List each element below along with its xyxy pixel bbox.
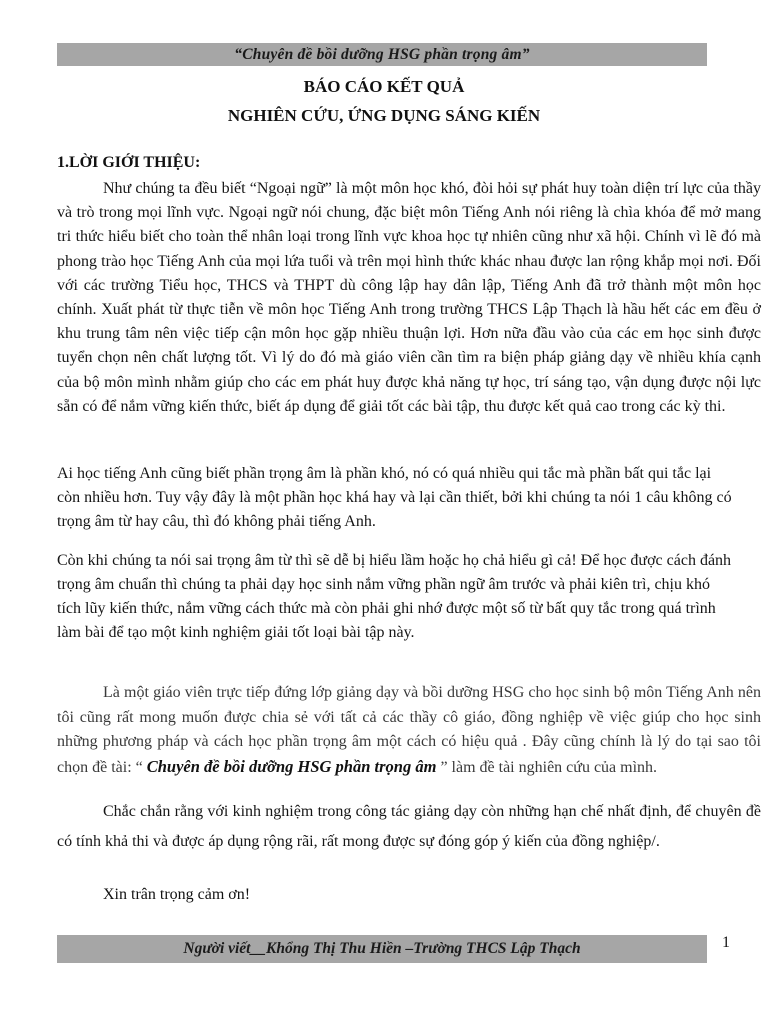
footer-author: Người viết__Khổng Thị Thu Hiền –Trường THCS Lập Thạch — [183, 940, 581, 957]
page-number: 1 — [722, 934, 730, 951]
paragraph-5: Chắc chắn rằng với kinh nghiệm trong công tác giảng dạy còn những hạn chế nhất định, để chuyên đề có tính khả thi và được áp dụng rộng rãi, rất mong được sự đóng góp ý kiến của đồng nghiệp/. — [57, 803, 761, 850]
paragraph-4-intro: Là một giáo viên trực tiếp đứng lớp giảng dạy và bồi dưỡng HSG cho học sinh bộ môn Tiếng Anh nên tôi cũng rất mong muốn được chia sẻ với tất cả các thầy cô giáo, đồng nghiệp về việc giúp cho học sinh những phương pháp và cách học phần trọng âm một cách có hiệu quả . Đây cũng chính là lý do tại sao tôi chọn đề tài: “ — [57, 684, 761, 776]
paragraph-3: Còn khi chúng ta nói sai trọng âm từ thì sẽ dễ bị hiểu lầm hoặc họ chả hiểu gì cả! Để học được cách đánh trọng âm chuẩn thì chúng ta phải dạy học sinh nắm vững phần ngữ âm trước và phải kiên trì, chịu khó tích lũy kiến thức, nắm vững cách thức mà còn phải ghi nhớ được một số từ bất quy tắc trong quá trình làm bài để tạo một kinh nghiệm giải tốt loại bài tập này. — [57, 552, 732, 641]
section-heading: 1.LỜI GIỚI THIỆU: — [57, 154, 201, 171]
paragraph-1: Như chúng ta đều biết “Ngoại ngữ” là một môn học khó, đòi hỏi sự phát huy toàn diện trí lực của thầy và trò trong mọi lĩnh vực. Ngoại ngữ nói chung, đặc biệt môn Tiếng Anh nói riêng là chìa khóa để mở mang tri thức hiểu biết cho toàn thể nhân loại trong lĩnh vực khoa học tự nhiên cũng như xã hội. Chính vì lẽ đó mà phong trào học Tiếng Anh của mọi lứa tuổi và trên mọi hình thức khác nhau được lan rộng khắp mọi nơi. Đối với các trường Tiểu học, THCS và THPT dù công lập hay dân lập, Tiếng Anh đã trở thành một môn học chính. Xuất phát từ thực tiễn về môn học Tiếng Anh trong trường THCS Lập Thạch là hầu hết các em đều ở khu trung tâm nên việc tiếp cận môn học gặp nhiều thuận lợi. Hơn nữa đầu vào của các em học sinh được tuyển chọn nên chất lượng tốt. Vì lý do đó mà giáo viên cần tìm ra biện pháp giảng dạy về nhiều khía cạnh của bộ môn mình nhằm giúp cho các em phát huy được khả năng tự học, trí sáng tạo, vận dụng được nội lực sẵn có để nắm vững kiến thức, biết áp dụng để giải tốt các bài tập, thu được kết quả cao trong các kỳ thi. — [57, 180, 761, 415]
header-text: “Chuyên đề bồi dưỡng HSG phần trọng âm” — [234, 45, 530, 63]
page-header — [57, 43, 707, 66]
page-footer — [57, 935, 707, 963]
document-title-line2: NGHIÊN CỨU, ỨNG DỤNG SÁNG KIẾN — [227, 106, 541, 125]
paragraph-2: Ai học tiếng Anh cũng biết phần trọng âm là phần khó, nó có quá nhiều qui tắc mà phần bất qui tắc lại còn nhiều hơn. Tuy vậy đây là một phần học khá hay và lại cần thiết, bởi khi chúng ta nói 1 câu không có trọng âm từ hay câu, thì đó không phải tiếng Anh. — [57, 465, 732, 530]
paragraph-4 — [57, 681, 761, 780]
topic-title-inline: Chuyên đề bồi dưỡng HSG phần trọng âm — [146, 756, 437, 776]
closing-thanks: Xin trân trọng cảm ơn! — [103, 886, 251, 903]
document-title-line1: BÁO CÁO KẾT QUẢ — [303, 77, 465, 96]
paragraph-4-outro: ” làm đề tài nghiên cứu của mình. — [436, 758, 658, 776]
